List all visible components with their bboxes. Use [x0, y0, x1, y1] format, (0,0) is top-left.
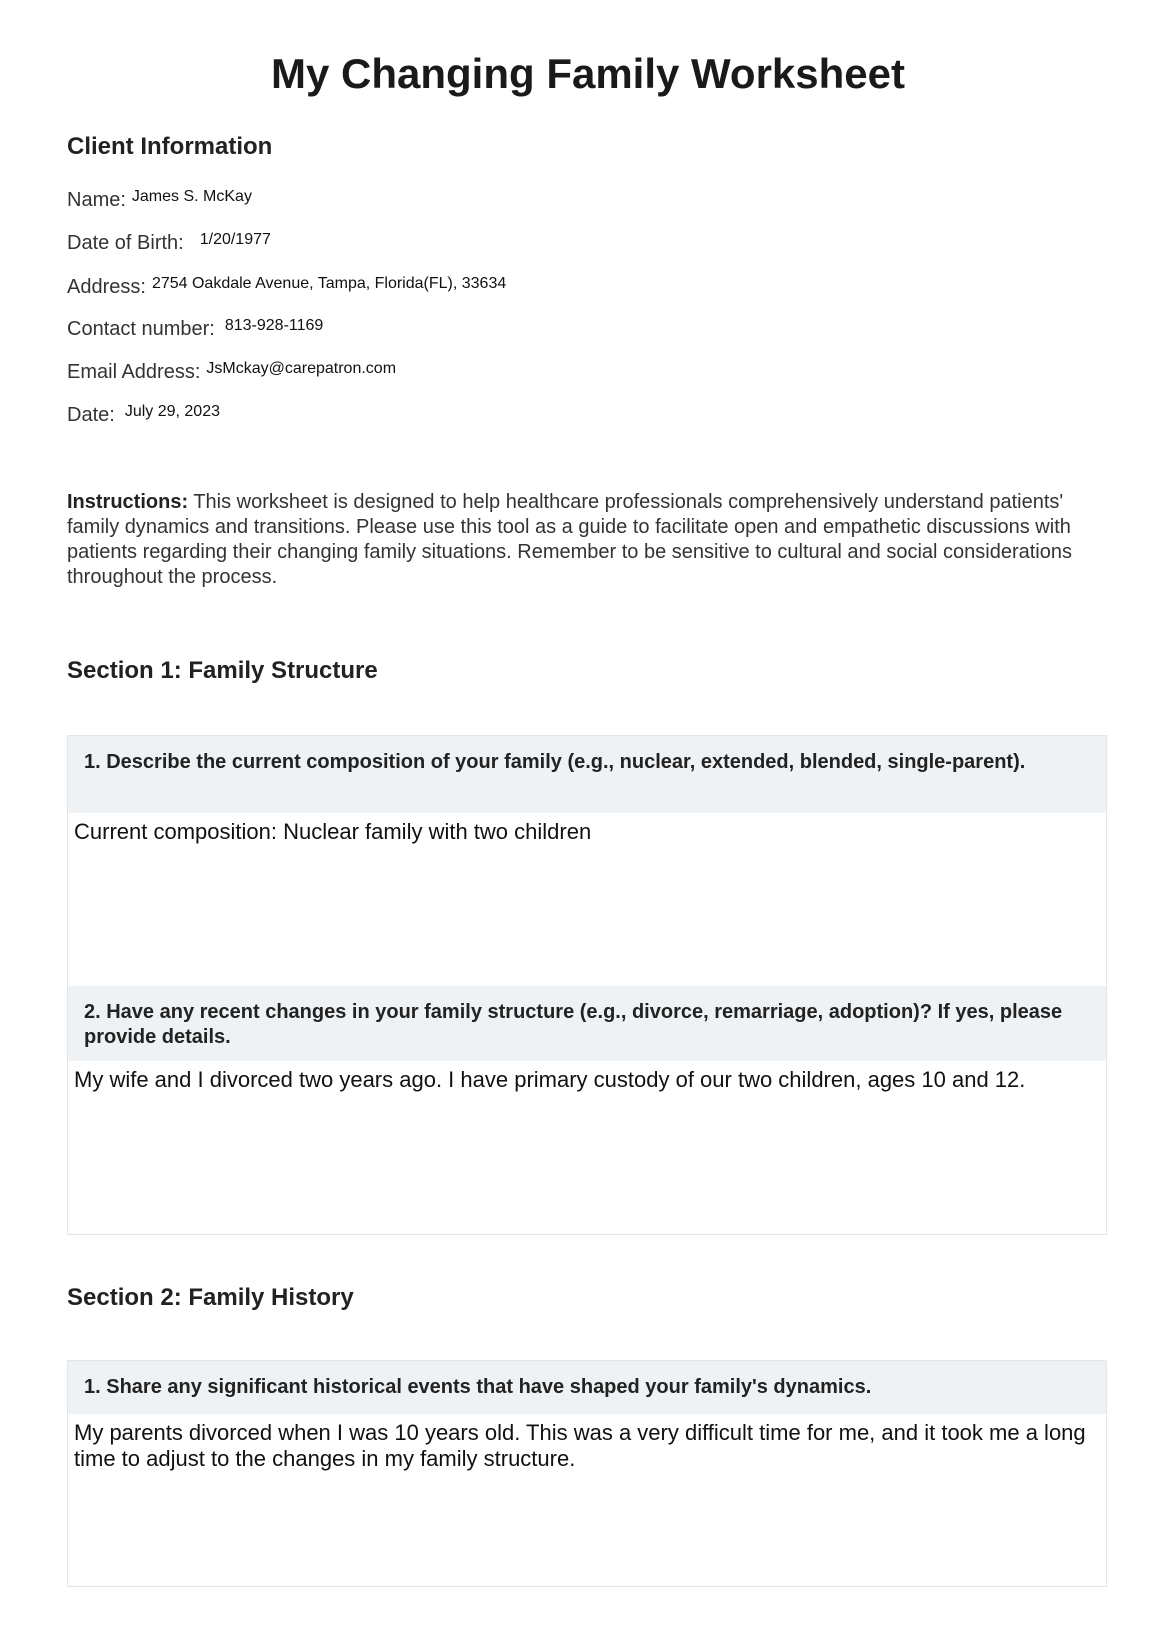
field-label: Address:	[67, 276, 146, 298]
answer-field[interactable]: Current composition: Nuclear family with two children	[74, 819, 592, 844]
field-label: Date:	[67, 404, 115, 426]
instructions	[67, 490, 1107, 590]
client-info-heading: Client Information	[67, 133, 273, 160]
section-1-box	[67, 735, 1107, 1235]
field-value: 813-928-1169	[224, 317, 324, 334]
instructions-label: Instructions:	[67, 491, 189, 513]
field-value: JsMckay@carepatron.com	[206, 360, 397, 377]
dob-field	[67, 232, 271, 255]
address-field	[67, 276, 506, 299]
field-value: 2754 Oakdale Avenue, Tampa, Florida(FL), 33634	[151, 275, 507, 292]
section-1-heading: Section 1: Family Structure	[67, 657, 378, 684]
answer-field[interactable]: My parents divorced when I was 10 years old. This was a very difficult time for me, and it took me a long time to adjust to the changes in my family structure.	[74, 1420, 1086, 1471]
field-label: Date of Birth:	[67, 232, 184, 254]
answer-field[interactable]: My wife and I divorced two years ago. I have primary custody of our two children, ages 10 and 12.	[74, 1067, 1026, 1092]
field-label: Email Address:	[67, 361, 201, 383]
contact-field	[67, 318, 323, 341]
question: 2. Have any recent changes in your family structure (e.g., divorce, remarriage, adoption)? If yes, please provide details.	[68, 986, 1106, 1061]
date-field	[67, 404, 220, 427]
field-value: James S. McKay	[131, 188, 252, 205]
question: 1. Describe the current composition of your family (e.g., nuclear, extended, blended, single-parent).	[68, 736, 1106, 813]
instructions-text: This worksheet is designed to help healthcare professionals comprehensively understand patients' family dynamics and transitions. Please use this tool as a guide to facilitate open and empathetic discussions with patients regarding their changing family situations. Remember to be sensitive to cultural and social considerations throughout the process.	[67, 491, 1072, 588]
email-field	[67, 361, 396, 384]
page-title: My Changing Family Worksheet	[271, 50, 905, 97]
field-value: 1/20/1977	[199, 231, 271, 248]
section-2-box	[67, 1360, 1107, 1587]
name-field	[67, 189, 252, 212]
question: 1. Share any significant historical events that have shaped your family's dynamics.	[68, 1361, 1106, 1414]
field-label: Contact number:	[67, 318, 215, 340]
field-label: Name:	[67, 189, 126, 211]
field-value: July 29, 2023	[124, 403, 220, 420]
section-2-heading: Section 2: Family History	[67, 1284, 354, 1311]
